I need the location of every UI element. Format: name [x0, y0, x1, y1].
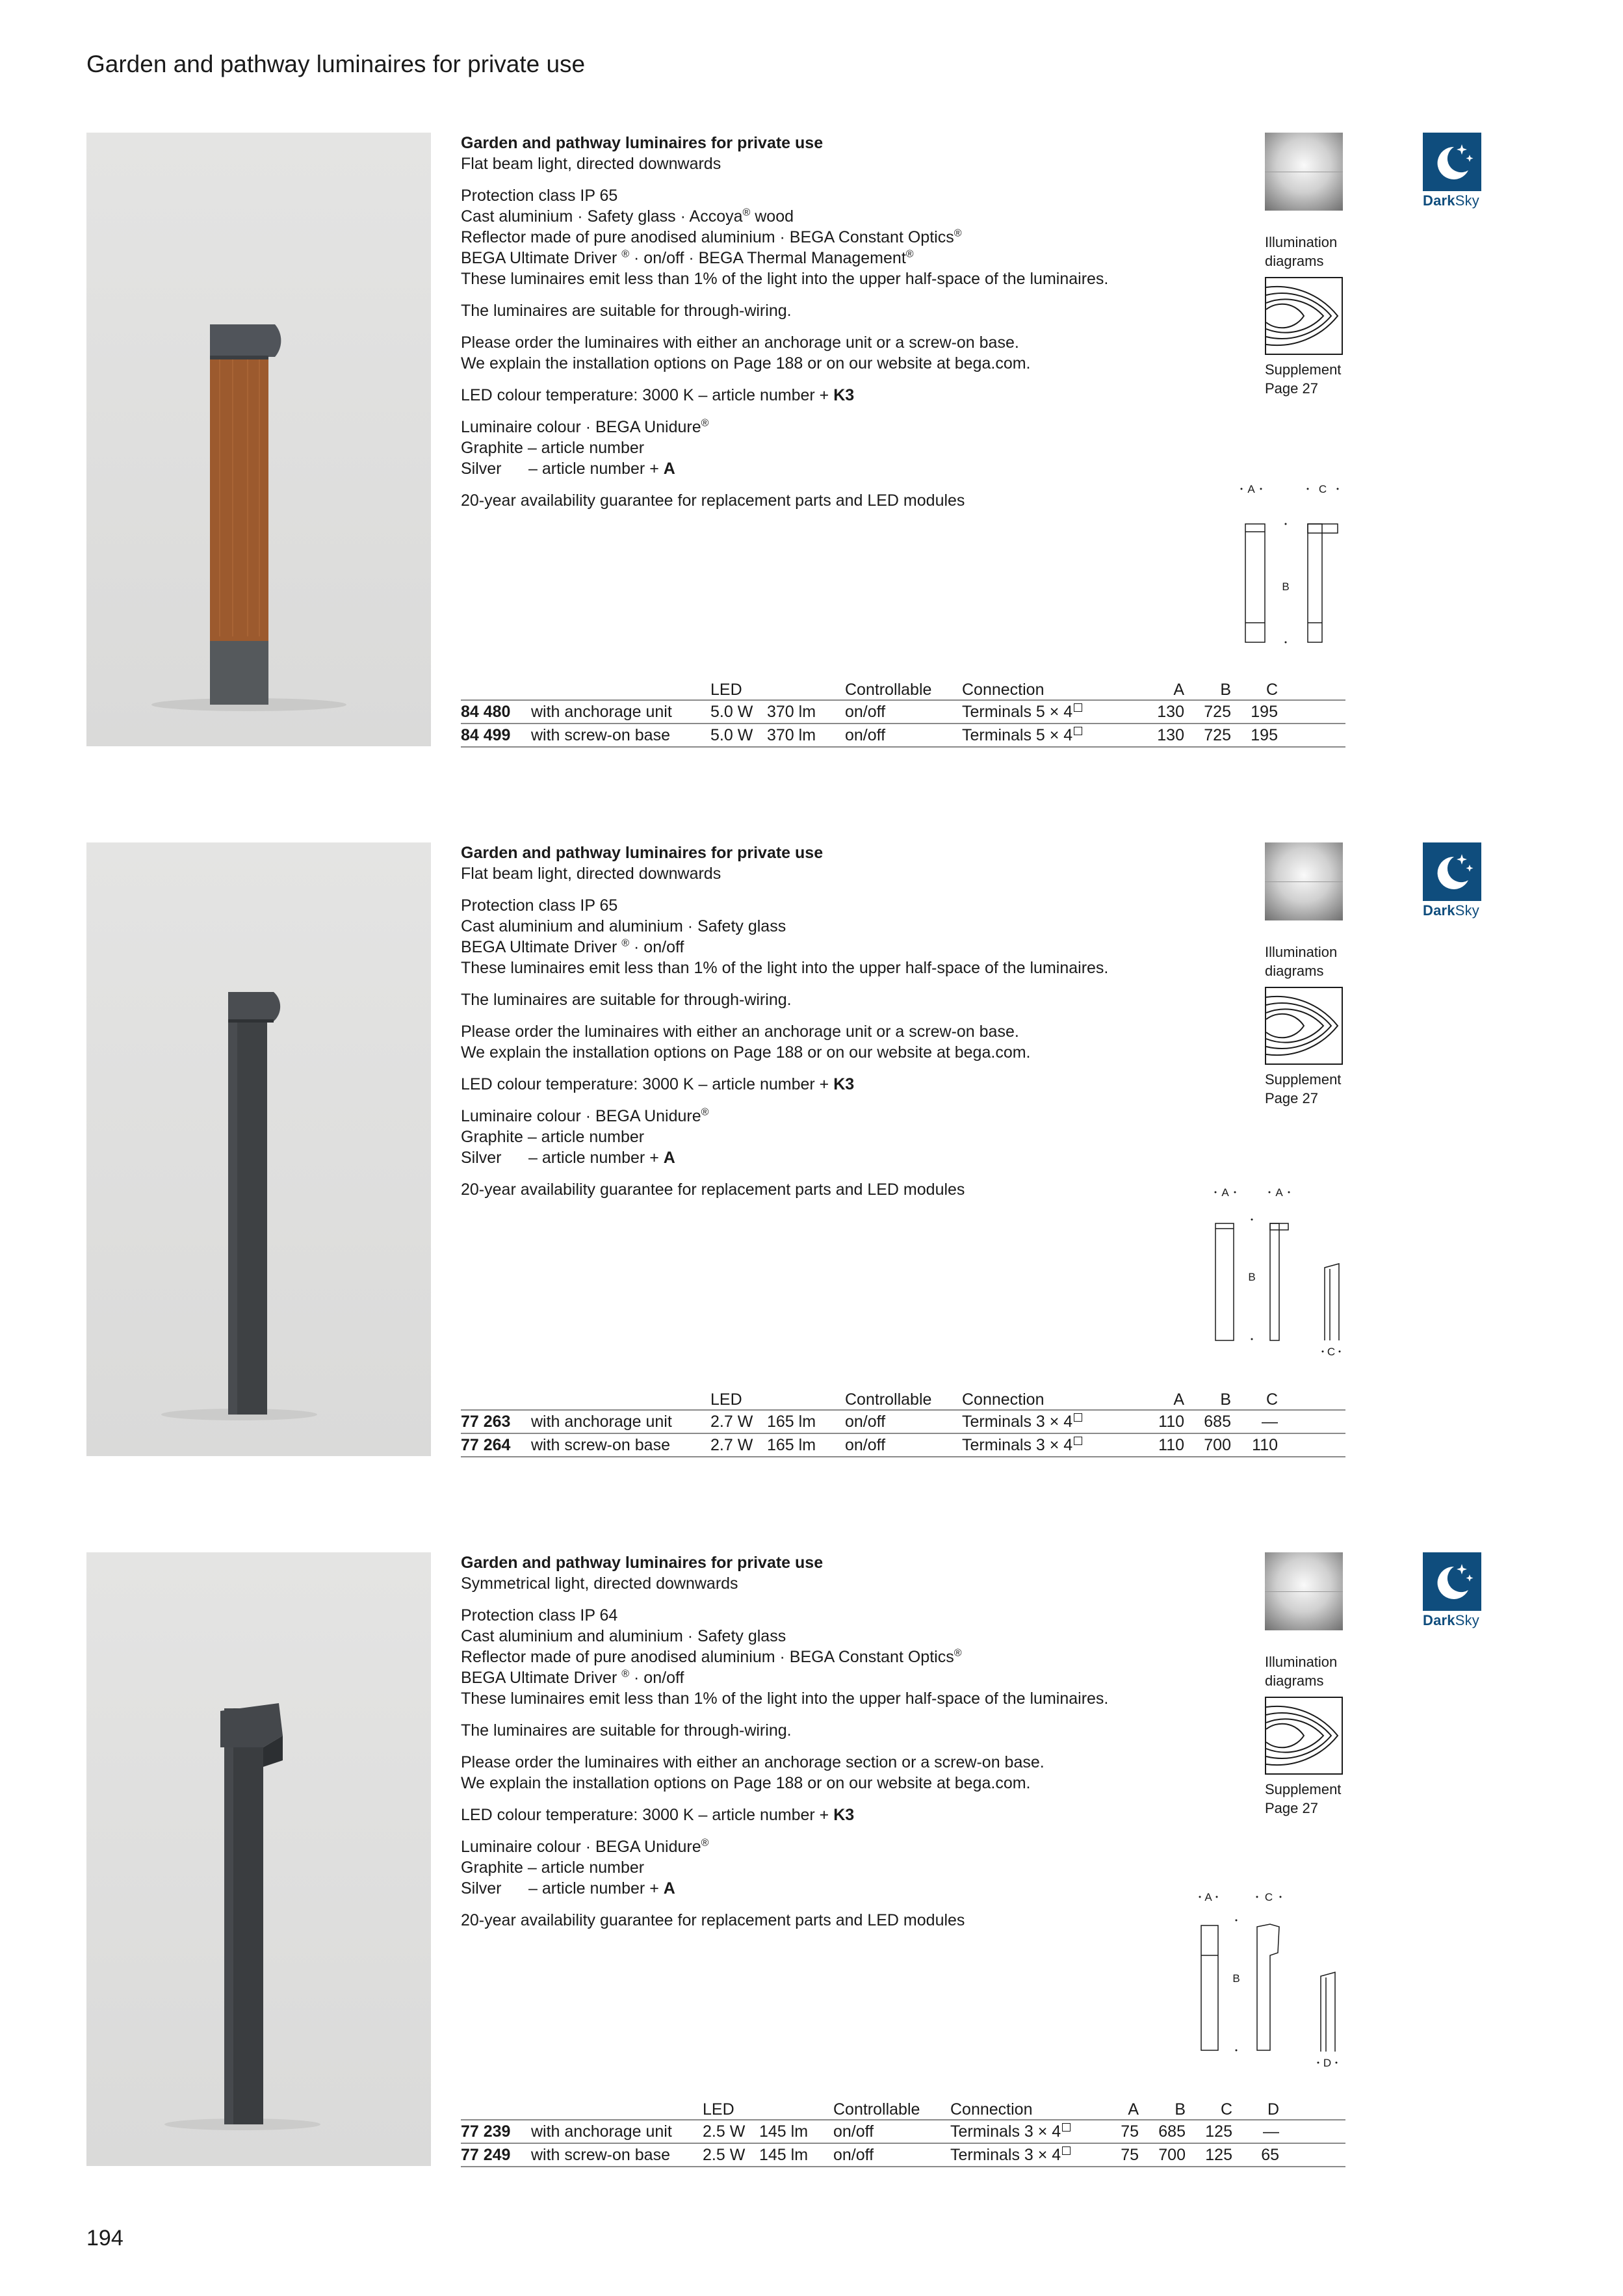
article-table	[461, 676, 1345, 748]
table-header: LED Controllable Connection A B C	[710, 681, 1278, 699]
product-subheading: Symmetrical light, directed downwards	[461, 1574, 738, 1593]
through-wiring-note: The luminaires are suitable for through-wiring.	[461, 302, 792, 320]
luminaire-colour: Luminaire colour · BEGA Unidure®	[461, 1106, 709, 1125]
colour-graphite: Graphite – article number	[461, 1128, 645, 1146]
spec-line: Cast aluminium and aluminium · Safety glass	[461, 1627, 786, 1645]
svg-text:B: B	[1232, 1972, 1240, 1985]
bollard-photo	[86, 1552, 431, 2166]
colour-temperature: LED colour temperature: 3000 K – article number + K3	[461, 386, 855, 404]
illumination-diagram-icon	[1265, 277, 1343, 355]
dimension-drawing	[1187, 1888, 1349, 2076]
svg-text:C: C	[1318, 483, 1327, 495]
spec-line: These luminaires emit less than 1% of the light into the upper half-space of the luminaires.	[461, 1689, 1109, 1708]
moon-stars-icon	[1423, 133, 1481, 191]
table-header: LED Controllable Connection A B C	[710, 1390, 1278, 1409]
dimension-drawing	[1202, 1183, 1352, 1365]
svg-text:B: B	[1282, 581, 1290, 593]
bollard-photo	[86, 133, 431, 746]
svg-text:A: A	[1221, 1186, 1229, 1199]
spec-line: Protection class IP 64	[461, 1606, 618, 1624]
order-note: We explain the installation options on Page 188 or on our website at bega.com.	[461, 354, 1031, 372]
colour-silver: Silver – article number + A	[461, 1149, 675, 1167]
product-heading: Garden and pathway luminaires for private use	[461, 134, 824, 152]
supplement-label: Supplement Page 27	[1265, 361, 1342, 397]
spec-line: These luminaires emit less than 1% of the light into the upper half-space of the luminaires.	[461, 959, 1109, 977]
order-note: Please order the luminaires with either an anchorage section or a screw-on base.	[461, 1753, 1045, 1771]
table-header: LED Controllable Connection A B C D	[703, 2100, 1279, 2119]
guarantee-note: 20-year availability guarantee for replacement parts and LED modules	[461, 491, 965, 510]
colour-temperature: LED colour temperature: 3000 K – article number + K3	[461, 1075, 855, 1093]
colour-temperature: LED colour temperature: 3000 K – article number + K3	[461, 1806, 855, 1824]
through-wiring-note: The luminaires are suitable for through-wiring.	[461, 991, 792, 1009]
illumination-diagram-icon	[1265, 987, 1343, 1065]
order-note: We explain the installation options on Page 188 or on our website at bega.com.	[461, 1774, 1031, 1792]
through-wiring-note: The luminaires are suitable for through-wiring.	[461, 1721, 792, 1740]
product-section	[0, 133, 1623, 757]
product-description	[461, 842, 1215, 1211]
illumination-thumbnail	[1265, 133, 1343, 211]
colour-graphite: Graphite – article number	[461, 1859, 645, 1877]
illumination-label: Illumination diagrams	[1265, 234, 1338, 269]
svg-text:B: B	[1248, 1271, 1256, 1283]
product-description	[461, 1552, 1215, 1942]
bollard-photo	[86, 842, 431, 1456]
spec-line: Reflector made of pure anodised aluminium · BEGA Constant Optics®	[461, 228, 962, 246]
illumination-thumbnail	[1265, 1552, 1343, 1630]
darksky-badge: DarkSky	[1423, 133, 1481, 209]
supplement-label: Supplement Page 27	[1265, 1071, 1342, 1106]
table-row: 77 239 with anchorage unit 2.5 W 145 lm on/off Terminals 3 × 4 75 685 125 —	[461, 2120, 1345, 2143]
spec-line: Protection class IP 65	[461, 896, 618, 915]
product-heading: Garden and pathway luminaires for private use	[461, 844, 824, 862]
table-row: 77 264 with screw-on base 2.7 W 165 lm on/off Terminals 3 × 4 110 700 110	[461, 1433, 1345, 1457]
page-title: Garden and pathway luminaires for private use	[86, 51, 586, 77]
spec-line: Protection class IP 65	[461, 187, 618, 205]
order-note: Please order the luminaires with either an anchorage unit or a screw-on base.	[461, 333, 1019, 352]
spec-line: BEGA Ultimate Driver ® · on/off · BEGA Thermal Management®	[461, 248, 914, 267]
spec-line: Cast aluminium · Safety glass · Accoya® wood	[461, 207, 794, 226]
table-row: 84 499 with screw-on base 5.0 W 370 lm on/off Terminals 5 × 4 130 725 195	[461, 724, 1345, 747]
product-section	[0, 1552, 1623, 2176]
illumination-thumbnail	[1265, 842, 1343, 920]
illumination-label: Illumination diagrams	[1265, 1654, 1338, 1689]
colour-silver: Silver – article number + A	[461, 1879, 675, 1898]
dimension-drawing	[1228, 480, 1352, 655]
darksky-badge: DarkSky	[1423, 842, 1481, 919]
supplement-label: Supplement Page 27	[1265, 1781, 1342, 1816]
colour-graphite: Graphite – article number	[461, 439, 645, 457]
svg-text:A: A	[1247, 483, 1255, 495]
order-note: We explain the installation options on Page 188 or on our website at bega.com.	[461, 1043, 1031, 1062]
article-table	[461, 1386, 1345, 1457]
spec-line: BEGA Ultimate Driver ® · on/off	[461, 937, 684, 956]
guarantee-note: 20-year availability guarantee for replacement parts and LED modules	[461, 1911, 965, 1929]
moon-stars-icon	[1423, 1552, 1481, 1611]
table-row: 77 249 with screw-on base 2.5 W 145 lm on/off Terminals 3 × 4 75 700 125 65	[461, 2143, 1345, 2167]
svg-text:A: A	[1204, 1891, 1212, 1903]
table-row: 84 480 with anchorage unit 5.0 W 370 lm on/off Terminals 5 × 4 130 725 195	[461, 700, 1345, 724]
luminaire-colour: Luminaire colour · BEGA Unidure®	[461, 1837, 709, 1856]
product-heading: Garden and pathway luminaires for private use	[461, 1554, 824, 1572]
page-number: 194	[86, 2226, 123, 2250]
illumination-diagram-icon	[1265, 1697, 1343, 1775]
illumination-label: Illumination diagrams	[1265, 944, 1338, 979]
spec-line: Reflector made of pure anodised aluminium · BEGA Constant Optics®	[461, 1647, 962, 1666]
svg-text:C: C	[1327, 1346, 1336, 1358]
spec-line: BEGA Ultimate Driver ® · on/off	[461, 1668, 684, 1687]
spec-line: Cast aluminium and aluminium · Safety glass	[461, 917, 786, 935]
order-note: Please order the luminaires with either an anchorage unit or a screw-on base.	[461, 1023, 1019, 1041]
product-description	[461, 133, 1215, 522]
svg-text:C: C	[1264, 1891, 1273, 1903]
darksky-badge: DarkSky	[1423, 1552, 1481, 1629]
guarantee-note: 20-year availability guarantee for replacement parts and LED modules	[461, 1181, 965, 1199]
luminaire-colour: Luminaire colour · BEGA Unidure®	[461, 417, 709, 436]
article-table	[461, 2096, 1345, 2167]
svg-text:A: A	[1275, 1186, 1283, 1199]
table-row: 77 263 with anchorage unit 2.7 W 165 lm on/off Terminals 3 × 4 110 685 —	[461, 1410, 1345, 1433]
spec-line: These luminaires emit less than 1% of the light into the upper half-space of the luminaires.	[461, 270, 1109, 288]
product-subheading: Flat beam light, directed downwards	[461, 155, 721, 173]
svg-text:D: D	[1323, 2057, 1332, 2069]
moon-stars-icon	[1423, 842, 1481, 901]
product-subheading: Flat beam light, directed downwards	[461, 865, 721, 883]
colour-silver: Silver – article number + A	[461, 460, 675, 478]
product-section	[0, 842, 1623, 1467]
